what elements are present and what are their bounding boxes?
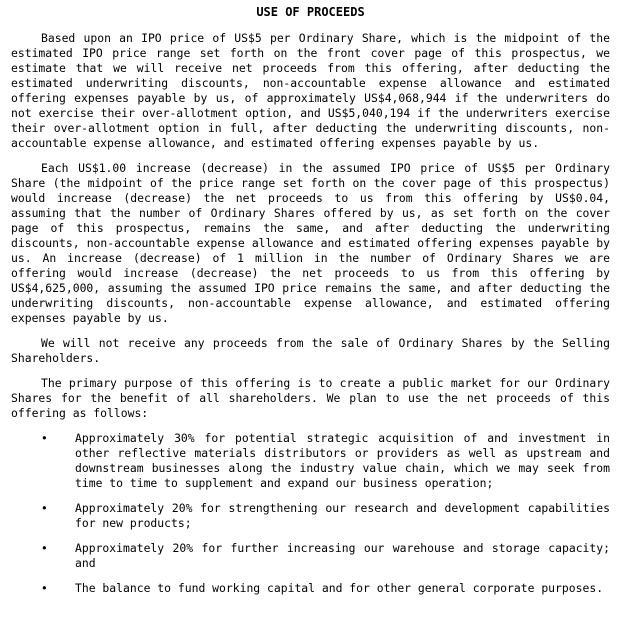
list-item bbox=[11, 501, 610, 531]
bullet-icon: • bbox=[41, 431, 48, 445]
list-item-text: Approximately 20% for further increasing our warehouse and storage capacity; and bbox=[75, 541, 610, 570]
bullet-icon: • bbox=[41, 581, 48, 595]
bullet-icon: • bbox=[41, 501, 48, 515]
list-item bbox=[11, 581, 610, 596]
list-item-text: Approximately 20% for strengthening our research and development capabilities for new products; bbox=[75, 501, 610, 530]
paragraph-selling-shareholders: We will not receive any proceeds from the sale of Ordinary Shares by the Selling Shareholders. bbox=[11, 336, 610, 365]
bullet-icon: • bbox=[41, 541, 48, 555]
paragraph-primary-purpose: The primary purpose of this offering is to create a public market for our Ordinary Shares for the benefit of all shareholders. We plan to use the net proceeds of this offering as follows: bbox=[11, 376, 610, 420]
paragraph-ipo-net-proceeds: Based upon an IPO price of US$5 per Ordinary Share, which is the midpoint of the estimated IPO price range set forth on the front cover page of this prospectus, we estimate that we will receive net proceeds from this offering, after deducting the estimated underwriting discounts, non-accountable expense allowance and estimated offering expenses payable by us, of approximately US$4,068,944 if the underwriters do not exercise their over-allotment option, and US$5,040,194 if the underwriters exercise their over-allotment option in full, after deducting the underwriting discounts, non-accountable expense allowance, and estimated offering expenses payable by us. bbox=[11, 31, 610, 150]
section-title: USE OF PROCEEDS bbox=[256, 5, 365, 19]
list-item bbox=[11, 541, 610, 571]
list-item-text: The balance to fund working capital and for other general corporate purposes. bbox=[75, 581, 604, 595]
paragraph-price-sensitivity: Each US$1.00 increase (decrease) in the assumed IPO price of US$5 per Ordinary Share (the midpoint of the price range set forth on the cover page of this prospectus) would increase (decrease) the net proceeds to us from this offering by US$0.04, assuming that the number of Ordinary Shares offered by us, as set forth on the cover page of this prospectus, remains the same, and after deducting the underwriting discounts, non-accountable expense allowance and estimated offering expenses payable by us. An increase (decrease) of 1 million in the number of Ordinary Shares we are offering would increase (decrease) the net proceeds to us from this offering by US$4,625,000, assuming the assumed IPO price remains the same, and after deducting the underwriting discounts, non-accountable expense allowance, and estimated offering expenses payable by us. bbox=[11, 161, 610, 325]
use-of-proceeds-list bbox=[11, 431, 610, 596]
list-item bbox=[11, 431, 610, 491]
list-item-text: Approximately 30% for potential strategic acquisition of and investment in other reflective materials distributors or providers as well as upstream and downstream businesses along the industry value chain, which we may seek from time to time to supplement and expand our business operation; bbox=[75, 431, 610, 490]
